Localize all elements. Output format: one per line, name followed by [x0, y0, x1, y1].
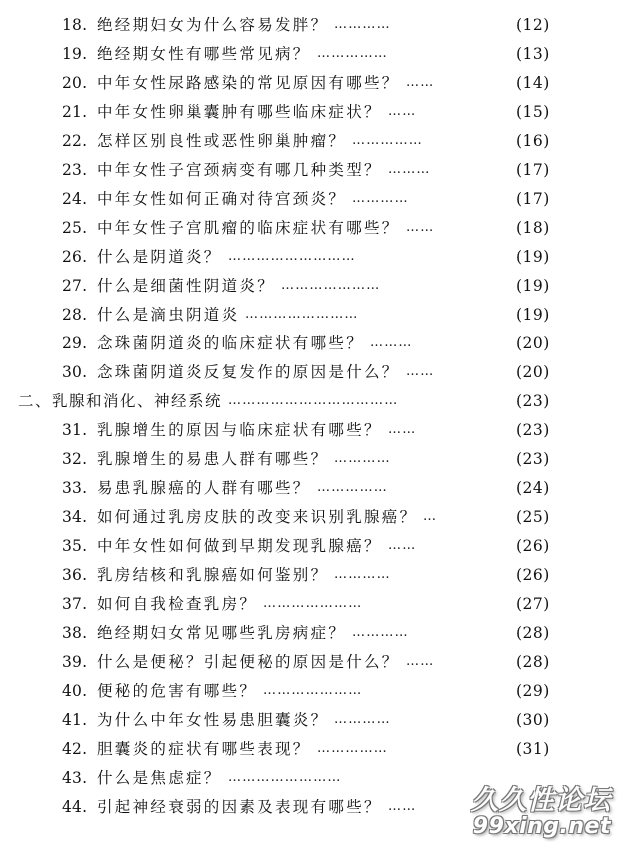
toc-entry-leader: ………… — [352, 624, 409, 640]
toc-entry-number: 36. — [62, 566, 88, 585]
toc-entry-number: 28. — [62, 305, 88, 324]
toc-entry-title: 便秘的危害有哪些？ — [97, 681, 258, 700]
toc-entry-title: 怎样区别良性或恶性卵巢肿瘤？ — [97, 131, 347, 150]
toc-entry-title: 为什么中年女性易患胆囊炎？ — [97, 710, 329, 729]
toc-entry-title: 念珠菌阴道炎反复发作的原因是什么？ — [97, 363, 400, 382]
toc-entry-title: 中年女性如何做到早期发现乳腺癌？ — [97, 537, 382, 556]
toc-entry-page: (17) — [516, 160, 550, 179]
toc-entry-leader: …… — [406, 74, 435, 90]
toc-entry-leader: …… — [388, 538, 417, 554]
toc-entry-page: (25) — [516, 508, 550, 527]
toc-entry — [0, 416, 617, 444]
toc-entry — [0, 156, 617, 184]
toc-entry-page: (17) — [516, 189, 550, 208]
toc-entry-leader: ……………………………… — [228, 393, 399, 409]
toc-entry — [0, 127, 617, 155]
toc-entry-leader: …………… — [317, 480, 388, 496]
toc-section-heading — [0, 387, 617, 415]
toc-entry-number: 18. — [62, 16, 88, 34]
toc-entry-number: 39. — [62, 652, 88, 671]
toc-entry-title: 乳腺增生的易患人群有哪些？ — [97, 450, 329, 469]
toc-entry-title: 中年女性子宫肌瘤的临床症状有哪些？ — [97, 218, 400, 237]
toc-entry-page: (23) — [516, 450, 550, 469]
toc-entry-title: 中年女性子宫颈病变有哪几种类型？ — [97, 160, 382, 179]
toc-entry-number: 40. — [62, 681, 88, 700]
toc-entry-leader: ……… — [388, 161, 431, 177]
toc-entry-number: 20. — [62, 73, 88, 92]
toc-entry-page: (19) — [516, 247, 550, 266]
toc-entry-leader: ………… — [334, 17, 391, 32]
toc-entry-title: 引起神经衰弱的因素及表现有哪些？ — [97, 797, 382, 816]
toc-entry — [0, 532, 617, 560]
toc-entry-leader: ………………… — [281, 277, 381, 293]
toc-entry-title: 什么是焦虑症？ — [97, 768, 222, 787]
toc-entry-page: (23) — [516, 421, 550, 440]
toc-entry-page: (19) — [516, 276, 550, 295]
toc-entry-leader: ………… — [352, 190, 409, 206]
toc-entry — [0, 619, 617, 647]
toc-entry-page: (12) — [516, 16, 550, 34]
toc-entry-title: 中年女性尿路感染的常见原因有哪些？ — [97, 73, 400, 92]
toc-entry-number: 23. — [62, 160, 88, 179]
toc-entry-page: (28) — [516, 652, 550, 671]
toc-entry-number: 24. — [62, 189, 88, 208]
toc-entry-page: (15) — [516, 102, 550, 121]
toc-entry-page: (30) — [516, 710, 550, 729]
toc-entry-title: 胆囊炎的症状有哪些表现？ — [97, 739, 311, 758]
toc-entry-leader: …………… — [352, 132, 423, 148]
toc-entry-page: (20) — [516, 363, 550, 382]
toc-entry-title: 中年女性如何正确对待宫颈炎？ — [97, 189, 347, 208]
toc-entry-leader: …………………… — [228, 769, 342, 785]
toc-entry-title: 如何通过乳房皮肤的改变来识别乳腺癌？ — [97, 508, 418, 527]
toc-entry-leader: …… — [388, 422, 417, 438]
toc-entry-number: 22. — [62, 131, 88, 150]
toc-entry-page: (18) — [516, 218, 550, 237]
toc-entry-number: 32. — [62, 450, 88, 469]
toc-entry-leader: …… — [406, 219, 435, 235]
toc-entry-page: (26) — [516, 537, 550, 556]
toc-entry — [0, 590, 617, 618]
toc-entry — [0, 561, 617, 589]
toc-entry — [0, 272, 617, 300]
toc-entry-leader: …… — [388, 798, 417, 814]
toc-entry — [0, 648, 617, 676]
toc-entry-page: (14) — [516, 73, 550, 92]
watermark-name: 久久性论坛 — [471, 784, 611, 816]
toc-entry-title: 绝经期妇女常见哪些乳房病症？ — [97, 623, 347, 642]
toc-entry-number: 29. — [62, 334, 88, 353]
toc-entry-leader: ………… — [334, 711, 391, 727]
toc-entry-number: 43. — [62, 768, 88, 787]
toc-entry-leader: … — [423, 509, 438, 525]
toc-entry-page: (29) — [516, 681, 550, 700]
toc-entry — [0, 474, 617, 502]
toc-entry-leader: …… — [388, 103, 417, 119]
toc-entry-number: 33. — [62, 479, 88, 498]
toc-entry — [0, 98, 617, 126]
toc-entry-number: 35. — [62, 537, 88, 556]
toc-entry-title: 什么是阴道炎？ — [97, 247, 222, 266]
toc-entry-number: 21. — [62, 102, 88, 121]
toc-entry-page: (20) — [516, 334, 550, 353]
toc-entry-title: 什么是细菌性阴道炎？ — [97, 276, 276, 295]
toc-entry-number: 30. — [62, 363, 88, 382]
toc-entry-page: (26) — [516, 566, 550, 585]
toc-entry-number: 37. — [62, 595, 88, 613]
toc-entry-leader: ………… — [334, 451, 391, 467]
toc-entry-leader: ……… — [370, 335, 413, 351]
toc-entry — [0, 301, 617, 329]
toc-entry-number: 42. — [62, 739, 88, 758]
toc-entry-number: 31. — [62, 421, 88, 440]
toc-entry — [0, 11, 617, 39]
toc-entry-page: (13) — [516, 44, 550, 63]
toc-entry — [0, 445, 617, 473]
toc-entry — [0, 735, 617, 763]
toc-entry-number: 38. — [62, 623, 88, 642]
toc-entry-title: 乳腺增生的原因与临床症状有哪些？ — [97, 421, 382, 440]
toc-entry-leader: ………………… — [263, 682, 363, 698]
toc-entry — [0, 185, 617, 213]
toc-entry-page: (31) — [516, 739, 550, 758]
toc-entry-page: (19) — [516, 305, 550, 324]
toc-entry-leader: …… — [406, 364, 435, 380]
toc-entry — [0, 677, 617, 705]
toc-entry-number: 25. — [62, 218, 88, 237]
toc-entry — [0, 69, 617, 97]
toc-entry-leader: ………………… — [263, 596, 363, 611]
toc-entry — [0, 329, 617, 357]
toc-entry-page: (23) — [516, 392, 550, 411]
toc-entry-number: 27. — [62, 276, 88, 295]
watermark-url: 99xing.net — [472, 813, 611, 839]
toc-entry-title: 什么是便秘？引起便秘的原因是什么？ — [97, 652, 400, 671]
toc-entry-number: 41. — [62, 710, 88, 729]
toc-entry-leader: ……………………… — [228, 248, 356, 264]
toc-entry — [0, 358, 617, 386]
toc-entry-title: 什么是滴虫阴道炎 — [97, 305, 240, 324]
toc-entry-title: 二、乳腺和消化、神经系统 — [18, 392, 223, 411]
toc-entry-leader: …………… — [317, 45, 388, 61]
toc-entry-title: 如何自我检查乳房？ — [97, 595, 258, 613]
watermark — [471, 784, 611, 839]
toc-entry-number: 34. — [62, 508, 88, 527]
toc-entry-title: 绝经期女性有哪些常见病？ — [97, 44, 311, 63]
toc-entry-page: (16) — [516, 131, 550, 150]
toc-entry-number: 19. — [62, 44, 88, 63]
toc-entry-number: 26. — [62, 247, 88, 266]
toc-entry — [0, 503, 617, 531]
toc-entry-leader: ………… — [334, 567, 391, 583]
toc-entry — [0, 243, 617, 271]
toc-entry — [0, 214, 617, 242]
toc-entry — [0, 40, 617, 68]
toc-entry-title: 中年女性卵巢囊肿有哪些临床症状？ — [97, 102, 382, 121]
toc-entry-title: 乳房结核和乳腺癌如何鉴别？ — [97, 566, 329, 585]
toc-entry-number: 44. — [62, 797, 88, 816]
toc-entry-title: 念珠菌阴道炎的临床症状有哪些？ — [97, 334, 365, 353]
toc-entry-leader: …………………… — [245, 306, 359, 322]
toc-entry — [0, 706, 617, 734]
toc-entry-leader: …… — [406, 653, 435, 669]
toc-entry-page: (24) — [516, 479, 550, 498]
toc-entry-page: (27) — [516, 595, 550, 613]
toc-entry-page: (28) — [516, 623, 550, 642]
toc-entry-title: 易患乳腺癌的人群有哪些？ — [97, 479, 311, 498]
toc-entry-title: 绝经期妇女为什么容易发胖？ — [97, 16, 329, 34]
toc-entry-leader: …………… — [317, 740, 388, 756]
